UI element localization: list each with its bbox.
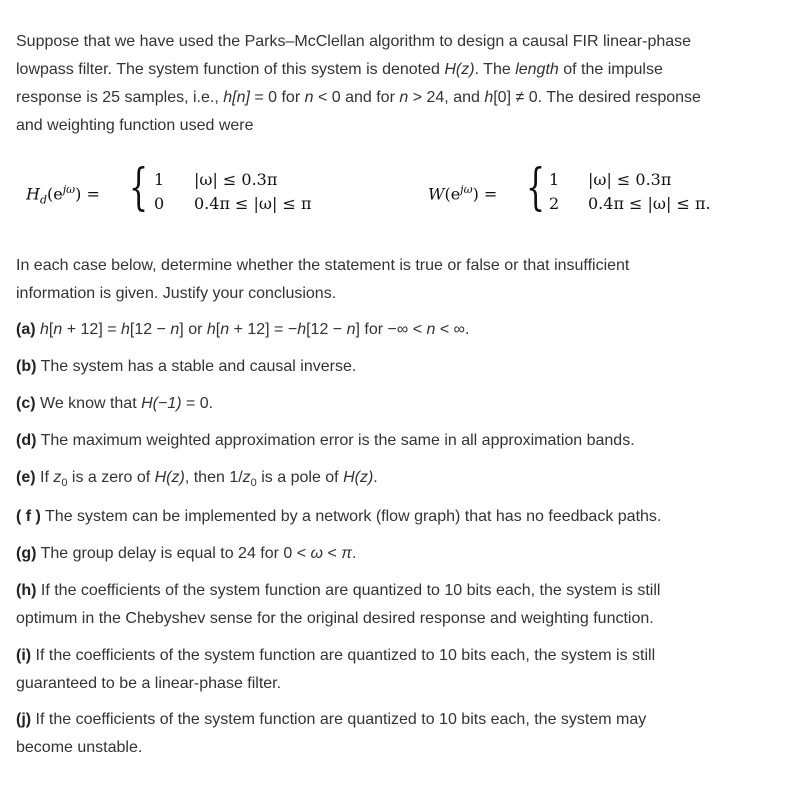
statement-a (16, 316, 776, 344)
statement-text: If the coefficients of the system function are quantized to 10 bits each, the system may (31, 711, 647, 728)
statement-b (16, 353, 776, 381)
statement-text: We know that H(−1) = 0. (35, 395, 214, 412)
statement-label: (g) (16, 545, 37, 562)
equation-superscript: jω (62, 183, 76, 196)
intro-text: . The (474, 61, 516, 78)
statement-text: The system can be implemented by a network (flow graph) that has no feedback paths. (40, 508, 662, 525)
intro-text: > 24, and (408, 89, 485, 106)
statement-label: (b) (16, 358, 37, 375)
statement-text: The maximum weighted approximation error is the same in all approximation bands. (36, 432, 635, 449)
case-condition: |ω| ≤ 0.3π (588, 170, 672, 189)
case-value: 1 (154, 170, 165, 189)
equation-symbol: W (428, 184, 445, 204)
statement-label: (d) (16, 432, 37, 449)
equation-superscript: jω (460, 183, 473, 196)
system-function-symbol: H(z) (444, 61, 475, 78)
statement-text: If $z_0$ is a zero of H(z), then $1/z_0$ is a pole of H(z). (35, 469, 378, 489)
case-value: 0 (154, 194, 165, 213)
desired-response-equation (26, 158, 366, 238)
statement-f (16, 503, 776, 531)
statement-text: become unstable. (16, 739, 143, 756)
equation-equals: ) = (75, 184, 100, 204)
statement-text: If the coefficients of the system function are quantized to 10 bits each, the system is still (36, 582, 661, 599)
weighting-function-equation (428, 158, 768, 238)
instructions (16, 252, 776, 308)
case-condition: 0.4π ≤ |ω| ≤ π. (588, 194, 711, 213)
statement-label: ( f ) (16, 508, 41, 525)
instructions-line-1: In each case below, determine whether the statement is true or false or that insufficient (16, 257, 630, 274)
equation-lhs (26, 183, 100, 207)
statement-label: (j) (16, 711, 32, 728)
intro-text: lowpass filter. The system function of this system is denoted (16, 61, 445, 78)
index-symbol: n (304, 89, 314, 106)
intro-line-4 (16, 112, 776, 140)
problem-intro (16, 28, 776, 140)
case-condition: 0.4π ≤ |ω| ≤ π (194, 194, 312, 213)
equation-subscript: d (39, 193, 47, 207)
equation-symbol: H (26, 184, 40, 204)
equation-equals: ) = (472, 184, 498, 204)
intro-text: = 0 for (249, 89, 305, 106)
statement-label: (i) (16, 647, 32, 664)
intro-text: Suppose that we have used the Parks–McClellan algorithm to design a causal FIR linear-phase (16, 33, 692, 50)
statement-label: (h) (16, 582, 37, 599)
case-value: 1 (549, 170, 560, 189)
intro-text: response is 25 samples, i.e., (16, 89, 224, 106)
left-brace: { (526, 158, 546, 216)
statement-text: If the coefficients of the system function are quantized to 10 bits each, the system is still (31, 647, 656, 664)
equation-lhs (428, 183, 497, 203)
intro-text: of the impulse (558, 61, 663, 78)
intro-text: < 0 and for (313, 89, 400, 106)
equation-arg: (e (444, 184, 461, 204)
statement-text: h[n + 12] = h[12 − n] or h[n + 12] = −h[12 − n] for −∞ < n < ∞. (40, 321, 470, 338)
statement-d (16, 427, 776, 455)
intro-text: [0] ≠ 0. The desired response (493, 89, 701, 106)
intro-text: and weighting function used were (16, 117, 254, 134)
instructions-line-2: information is given. Justify your conclusions. (16, 285, 337, 302)
statement-e (16, 464, 776, 492)
statement-j (16, 706, 776, 762)
intro-line-3 (16, 84, 776, 112)
intro-line-1 (16, 28, 776, 56)
statement-h (16, 577, 776, 633)
statement-text: The system has a stable and causal inverse. (36, 358, 357, 375)
statement-text: guaranteed to be a linear-phase filter. (16, 675, 282, 692)
statement-label: (a) (16, 321, 36, 338)
impulse-response-symbol: h (484, 89, 494, 106)
statement-label: (e) (16, 469, 36, 486)
statement-c (16, 390, 776, 418)
case-condition: |ω| ≤ 0.3π (194, 170, 278, 189)
emphasis-length: length (515, 61, 559, 78)
index-symbol: n (399, 89, 409, 106)
statement-label: (c) (16, 395, 36, 412)
statement-text: The group delay is equal to 24 for 0 < ω < π. (36, 545, 357, 562)
statement-text: optimum in the Chebyshev sense for the original desired response and weighting function. (16, 610, 654, 627)
intro-line-2 (16, 56, 776, 84)
impulse-response-symbol: h[n] (223, 89, 250, 106)
equation-arg: (e (47, 184, 63, 204)
statement-g (16, 540, 776, 568)
case-value: 2 (549, 194, 560, 213)
left-brace: { (129, 158, 149, 216)
statement-i (16, 642, 776, 698)
